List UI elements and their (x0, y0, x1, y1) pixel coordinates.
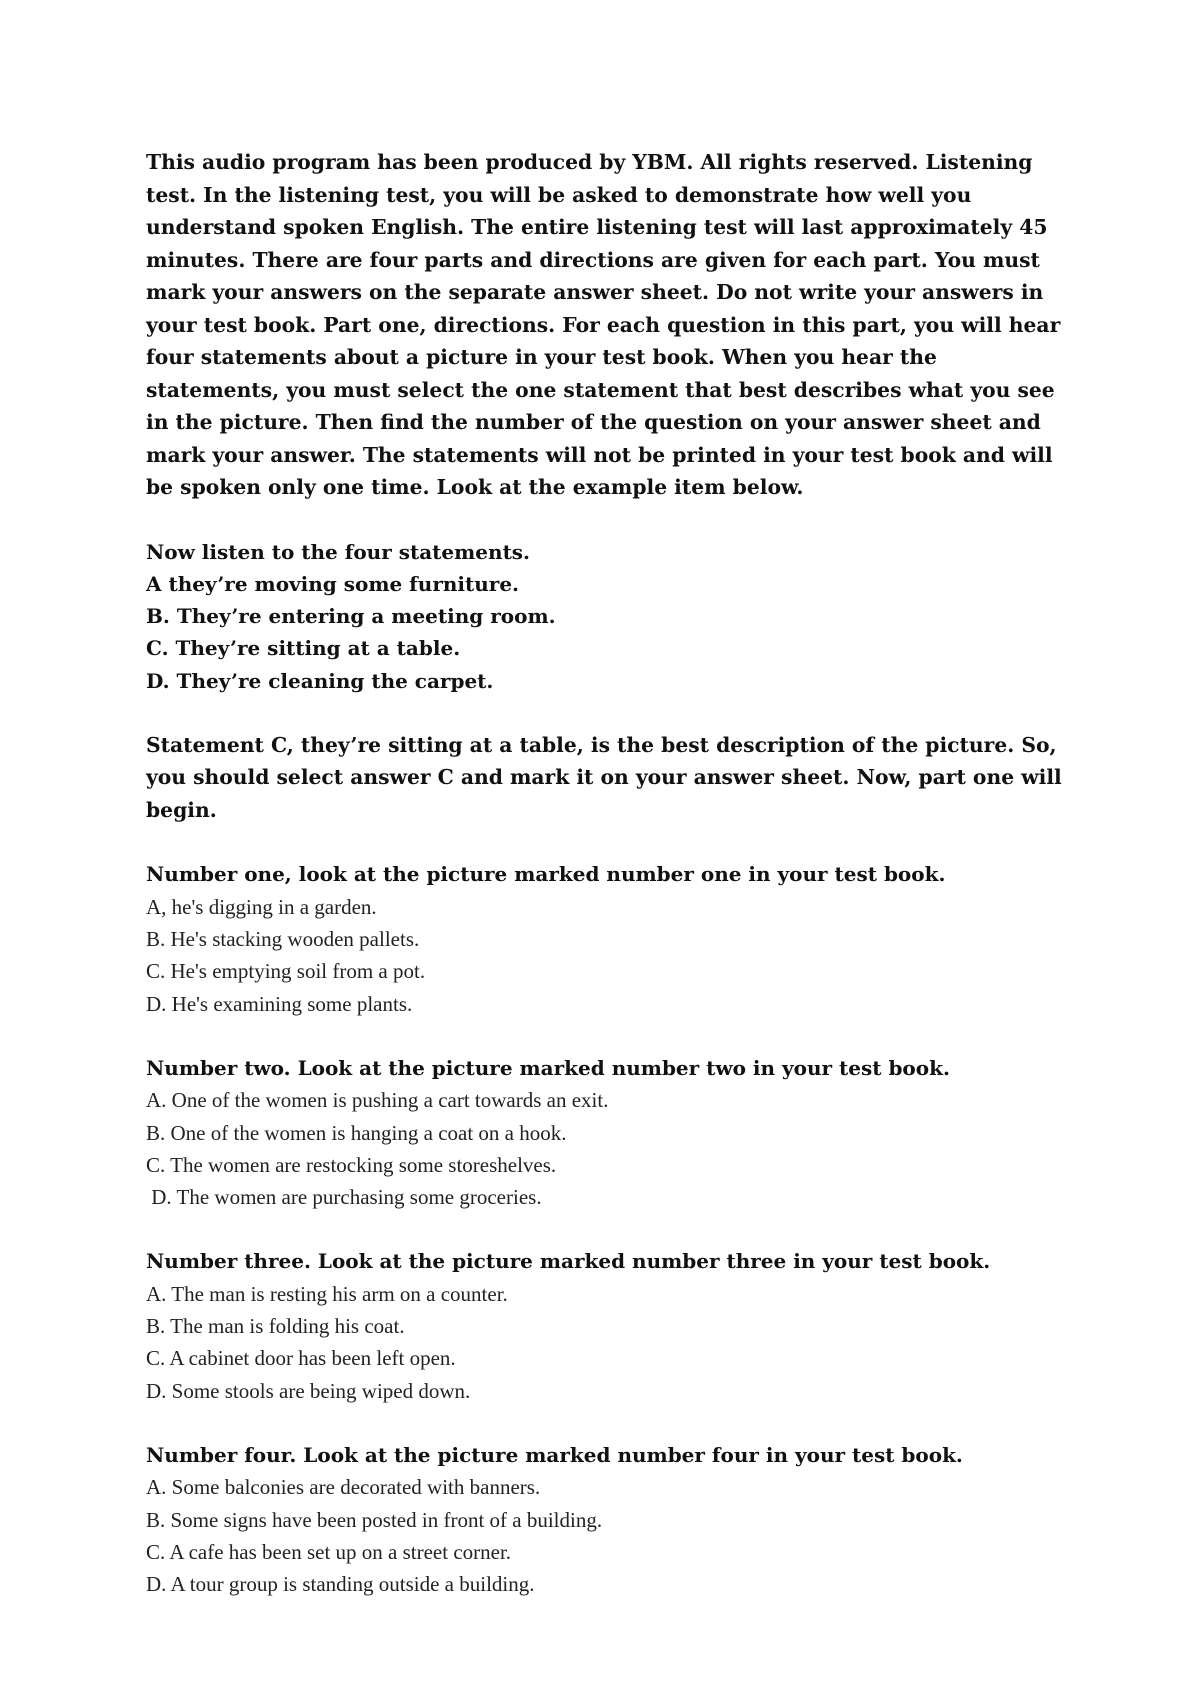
question-option: D. He's examining some plants. (146, 991, 413, 1016)
question-option: D. Some stools are being wiped down. (146, 1378, 471, 1403)
example-lead: Now listen to the four statements. (146, 539, 531, 564)
question-option: A, he's digging in a garden. (146, 894, 377, 919)
question-option: C. He's emptying soil from a pot. (146, 959, 426, 984)
question-option: A. One of the women is pushing a cart towards an exit. (146, 1088, 609, 1113)
question-option: C. The women are restocking some storeshelves. (146, 1152, 557, 1177)
question-prompt: Number two. Look at the picture marked number two in your test book. (146, 1055, 950, 1080)
question-1 (146, 858, 1076, 1019)
question-option: B. One of the women is hanging a coat on a hook. (146, 1120, 567, 1145)
example-section (146, 536, 1076, 697)
question-prompt: Number one, look at the picture marked number one in your test book. (146, 862, 946, 887)
question-option: C. A cabinet door has been left open. (146, 1346, 456, 1371)
question-option: D. The women are purchasing some groceries. (146, 1185, 542, 1210)
question-2 (146, 1052, 1076, 1213)
example-option-b: B. They’re entering a meeting room. (146, 604, 556, 629)
document-page (146, 146, 1076, 1600)
question-option: A. Some balconies are decorated with banners. (146, 1475, 541, 1500)
question-prompt: Number four. Look at the picture marked number four in your test book. (146, 1442, 963, 1467)
explanation-paragraph: Statement C, they’re sitting at a table, is the best description of the picture. So, you should select answer C and mark it on your answer sheet. Now, part one will begin. (146, 732, 1062, 822)
question-option: D. A tour group is standing outside a building. (146, 1572, 535, 1597)
explanation-section (146, 729, 1076, 827)
example-option-a: A they’re moving some furniture. (146, 571, 520, 596)
question-option: B. The man is folding his coat. (146, 1314, 405, 1339)
example-option-d: D. They’re cleaning the carpet. (146, 668, 494, 693)
question-3 (146, 1245, 1076, 1406)
question-option: C. A cafe has been set up on a street corner. (146, 1539, 512, 1564)
intro-paragraph: This audio program has been produced by YBM. All rights reserved. Listening test. In the listening test, you will be asked to demonstrate how well you understand spoken English. The entire listening test will last approximately 45 minutes. There are four parts and directions are given for each part. You must mark your answers on the separate answer sheet. Do not write your answers in your test book. Part one, directions. For each question in this part, you will hear four statements about a picture in your test book. When you hear the statements, you must select the one statement that best describes what you see in the picture. Then find the number of the question on your answer sheet and mark your answer. The statements will not be printed in your test book and will be spoken only one time. Look at the example item below. (146, 150, 1061, 499)
question-option: A. The man is resting his arm on a counter. (146, 1281, 508, 1306)
question-prompt: Number three. Look at the picture marked number three in your test book. (146, 1249, 991, 1274)
question-option: B. He's stacking wooden pallets. (146, 927, 420, 952)
question-4 (146, 1439, 1076, 1600)
example-option-c: C. They’re sitting at a table. (146, 636, 461, 661)
question-option: B. Some signs have been posted in front of a building. (146, 1507, 603, 1532)
